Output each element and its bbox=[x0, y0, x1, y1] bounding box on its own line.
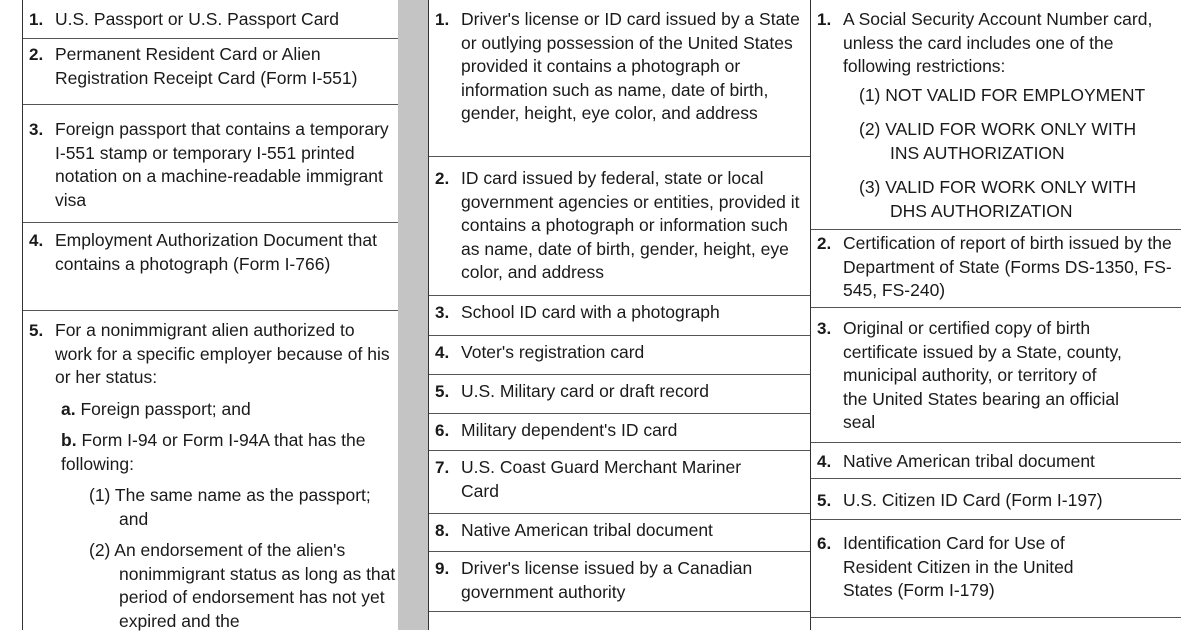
item-number: 4. bbox=[435, 343, 450, 362]
item-text: ID card issued by federal, state or local government agencies or entities, provided it contains a photograph or information such as name, date of birth, gender, height, eye color, and address bbox=[461, 168, 800, 282]
list-b-item-7 bbox=[429, 456, 811, 503]
item-text: Driver's license issued by a Canadian government authority bbox=[461, 558, 753, 602]
row-divider bbox=[811, 229, 1181, 230]
list-c-item-2 bbox=[811, 232, 1181, 303]
list-b-item-5 bbox=[429, 380, 811, 404]
item-number: 3. bbox=[817, 319, 832, 338]
sub-item-label: a. bbox=[61, 399, 76, 419]
restriction-3: (3) VALID FOR WORK ONLY WITH DHS AUTHORIZATION bbox=[859, 177, 1137, 221]
item-text: U.S. Military card or draft record bbox=[461, 381, 709, 401]
list-c-item-1 bbox=[811, 8, 1181, 79]
list-b-item-3 bbox=[429, 301, 811, 325]
list-b-item-2 bbox=[429, 167, 811, 285]
row-divider bbox=[429, 156, 811, 157]
item-number: 2. bbox=[29, 45, 44, 64]
item-number: 5. bbox=[817, 491, 832, 510]
item-text: Voter's registration card bbox=[461, 342, 645, 362]
item-number: 6. bbox=[817, 534, 832, 553]
row-divider bbox=[811, 519, 1181, 520]
row-divider bbox=[429, 450, 811, 451]
sub-item-b2: (2) An endorsement of the alien's nonimmigrant status as long as that period of endorsement has not yet expired and the bbox=[89, 540, 396, 631]
list-c-item-4 bbox=[811, 450, 1181, 474]
list-b-column bbox=[428, 0, 811, 630]
item-text: Native American tribal document bbox=[843, 451, 1095, 471]
item-text: Native American tribal document bbox=[461, 520, 713, 540]
item-text: Driver's license or ID card issued by a State or outlying possession of the United States provided it contains a photograph or information such as name, date of birth, gender, height, eye color, and address bbox=[461, 9, 800, 123]
sub-item-a bbox=[61, 398, 391, 422]
item-text: Military dependent's ID card bbox=[461, 420, 678, 440]
column-separator-shade bbox=[398, 0, 428, 630]
list-c-column bbox=[810, 0, 1181, 630]
list-b-item-6 bbox=[429, 419, 811, 443]
item-text: U.S. Coast Guard Merchant Mariner Card bbox=[461, 457, 742, 501]
sub-item-b1: (1) The same name as the passport; and bbox=[89, 485, 371, 529]
list-b-item-1 bbox=[429, 8, 811, 126]
row-divider bbox=[429, 335, 811, 336]
item-text: U.S. Passport or U.S. Passport Card bbox=[55, 9, 339, 29]
row-divider bbox=[23, 104, 399, 105]
item-number: 1. bbox=[29, 10, 44, 29]
row-divider bbox=[429, 551, 811, 552]
sub-item-text: Form I-94 or Form I-94A that has the following: bbox=[61, 430, 366, 474]
item-number: 8. bbox=[435, 521, 450, 540]
sub-item-text: Foreign passport; and bbox=[80, 399, 251, 419]
row-divider bbox=[811, 307, 1181, 308]
list-b-item-9 bbox=[429, 557, 811, 604]
row-divider bbox=[429, 611, 811, 612]
item-number: 7. bbox=[435, 458, 450, 477]
list-a-item-5 bbox=[23, 319, 399, 390]
item-number: 4. bbox=[29, 231, 44, 250]
row-divider bbox=[429, 295, 811, 296]
item-text: Permanent Resident Card or Alien Registration Receipt Card (Form I-551) bbox=[55, 44, 358, 88]
list-c-item-5 bbox=[811, 489, 1181, 513]
row-divider bbox=[429, 413, 811, 414]
item-text: U.S. Citizen ID Card (Form I-197) bbox=[843, 490, 1103, 510]
sub-item-b bbox=[61, 429, 373, 476]
list-c-item-6 bbox=[811, 532, 1181, 603]
row-divider bbox=[23, 310, 399, 311]
item-number: 6. bbox=[435, 421, 450, 440]
item-number: 2. bbox=[435, 169, 450, 188]
row-divider bbox=[429, 374, 811, 375]
item-number: 2. bbox=[817, 234, 832, 253]
sub-item-label: b. bbox=[61, 430, 77, 450]
list-b-item-4 bbox=[429, 341, 811, 365]
list-c-item-3 bbox=[811, 317, 1181, 435]
item-text: Certification of report of birth issued by the Department of State (Forms DS-1350, FS-545, FS-240) bbox=[843, 233, 1172, 300]
list-a-item-4 bbox=[23, 229, 399, 276]
list-a-column bbox=[22, 0, 399, 630]
item-number: 5. bbox=[435, 382, 450, 401]
item-number: 3. bbox=[435, 303, 450, 322]
restriction-1: (1) NOT VALID FOR EMPLOYMENT bbox=[859, 85, 1146, 105]
row-divider bbox=[429, 513, 811, 514]
row-divider bbox=[811, 617, 1181, 618]
item-number: 1. bbox=[435, 10, 450, 29]
item-text: School ID card with a photograph bbox=[461, 302, 720, 322]
list-b-item-8 bbox=[429, 519, 811, 543]
item-text: Employment Authorization Document that contains a photograph (Form I-766) bbox=[55, 230, 377, 274]
restriction-2: (2) VALID FOR WORK ONLY WITH INS AUTHORIZATION bbox=[859, 119, 1137, 163]
row-divider bbox=[23, 222, 399, 223]
item-number: 5. bbox=[29, 321, 44, 340]
item-text: A Social Security Account Number card, unless the card includes one of the following restrictions: bbox=[843, 9, 1153, 76]
row-divider bbox=[23, 38, 399, 39]
item-number: 4. bbox=[817, 452, 832, 471]
list-a-item-2 bbox=[23, 43, 399, 90]
list-a-item-3 bbox=[23, 118, 399, 212]
item-text: Foreign passport that contains a temporary I-551 stamp or temporary I-551 printed notation on a machine-readable immigrant visa bbox=[55, 119, 389, 210]
item-text: Original or certified copy of birth certificate issued by a State, county, municipal authority, or territory of the United States bearing an official seal bbox=[843, 318, 1122, 432]
row-divider bbox=[811, 442, 1181, 443]
row-divider bbox=[811, 478, 1181, 479]
list-a-item-1 bbox=[23, 8, 399, 32]
item-number: 3. bbox=[29, 120, 44, 139]
item-text: Identification Card for Use of Resident Citizen in the United States (Form I-179) bbox=[843, 533, 1074, 600]
item-number: 1. bbox=[817, 10, 832, 29]
item-text: For a nonimmigrant alien authorized to work for a specific employer because of his or her status: bbox=[55, 320, 390, 387]
item-number: 9. bbox=[435, 559, 450, 578]
